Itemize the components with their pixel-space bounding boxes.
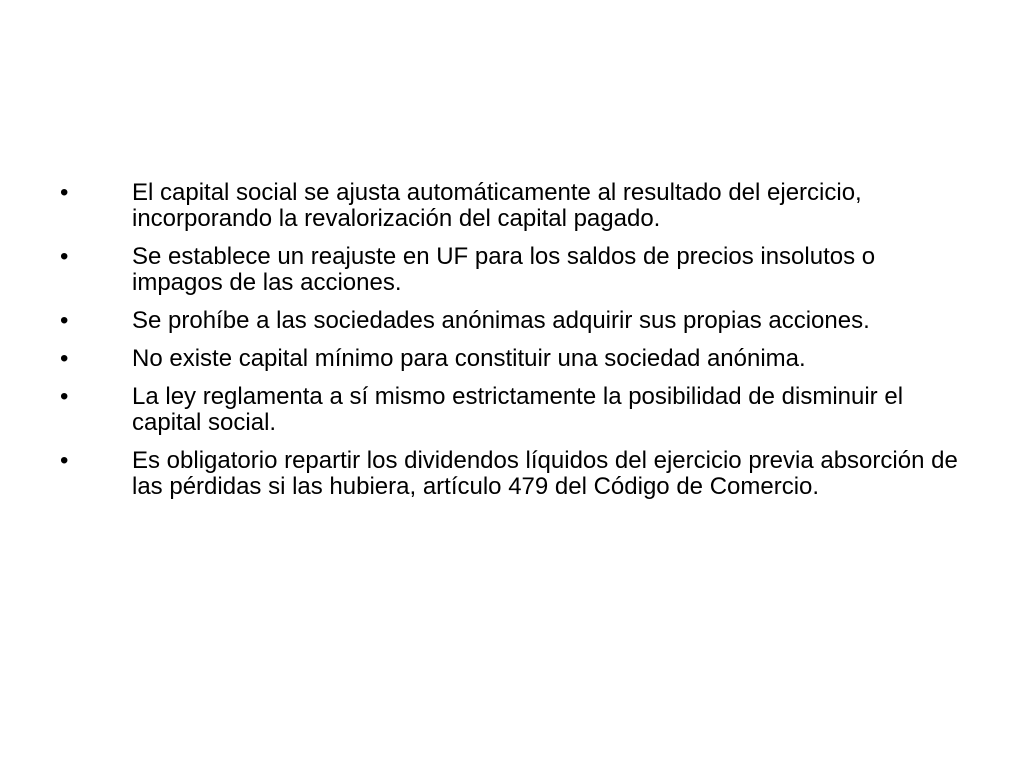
bullet-text: Se prohíbe a las sociedades anónimas adquirir sus propias acciones. bbox=[132, 307, 870, 334]
list-item bbox=[58, 244, 958, 296]
bullet-text: Es obligatorio repartir los dividendos líquidos del ejercicio previa absorción de las pérdidas si las hubiera, artículo 479 del Código de Comercio. bbox=[132, 447, 958, 500]
bullet-marker: • bbox=[60, 345, 69, 372]
bullet-text: El capital social se ajusta automáticamente al resultado del ejercicio, incorporando la revalorización del capital pagado. bbox=[132, 179, 862, 232]
list-item bbox=[58, 180, 958, 232]
list-item bbox=[58, 308, 958, 334]
bullet-marker: • bbox=[60, 383, 69, 410]
bullet-text: La ley reglamenta a sí mismo estrictamente la posibilidad de disminuir el capital social. bbox=[132, 383, 904, 436]
bullet-text: Se establece un reajuste en UF para los saldos de precios insolutos o impagos de las acciones. bbox=[132, 243, 876, 296]
bullet-marker: • bbox=[60, 179, 69, 206]
bullet-marker: • bbox=[60, 307, 69, 334]
list-item bbox=[58, 384, 958, 436]
bullet-marker: • bbox=[60, 447, 69, 474]
bullet-list bbox=[58, 180, 958, 512]
list-item bbox=[58, 346, 958, 372]
list-item bbox=[58, 448, 958, 500]
bullet-marker: • bbox=[60, 243, 69, 270]
bullet-text: No existe capital mínimo para constituir una sociedad anónima. bbox=[132, 345, 806, 372]
